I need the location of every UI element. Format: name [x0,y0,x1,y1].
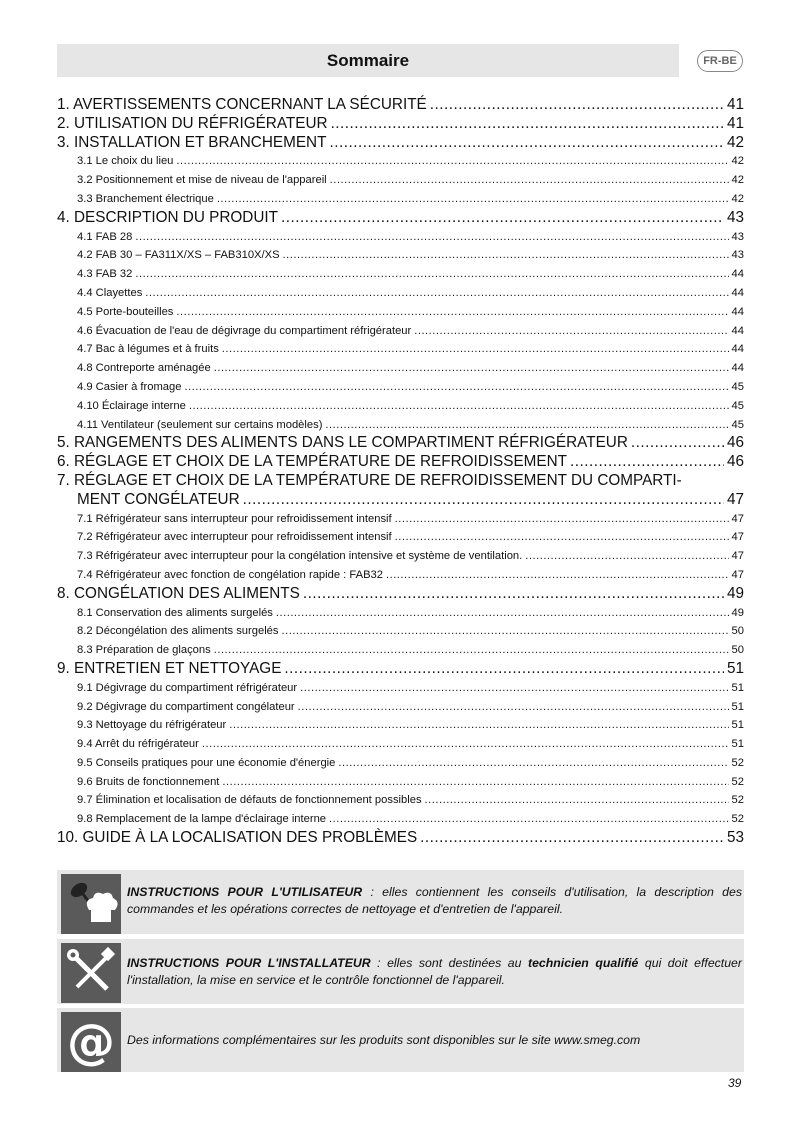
toc-leader-dots [217,190,729,209]
toc-entry-text: 4.3 FAB 32 [77,268,133,281]
toc-page-number: 50 [731,644,744,657]
toc-entry[interactable] [57,152,744,171]
toc-entry[interactable] [57,397,744,416]
toc-entry[interactable] [57,566,744,585]
toc-entry-text: 7.1 Réfrigérateur sans interrupteur pour refroidissement intensif [77,512,392,525]
toc-page-number: 52 [731,756,744,769]
toc-page-number: 49 [726,584,744,602]
toc-entry[interactable] [57,303,744,322]
toc-leader-dots [395,528,729,547]
toc-leader-dots [276,604,729,623]
toc-page-number: 41 [726,114,744,132]
toc-leader-dots [222,340,729,359]
toc-entry[interactable] [57,378,744,397]
spoon-chef-hat-icon [61,874,121,934]
toc-entry-text: 5. RANGEMENTS DES ALIMENTS DANS LE COMPARTIMENT RÉFRIGÉRATEUR [57,434,628,452]
toc-entry[interactable] [57,265,744,284]
toc-page-number: 44 [731,268,744,281]
toc-leader-dots [135,265,728,284]
page-title: Sommaire [326,50,410,70]
installer-instructions-body1: : elles sont destinées au [370,956,528,970]
toc-entry[interactable] [57,810,744,829]
toc-entry[interactable] [57,716,744,735]
toc-entry[interactable] [57,190,744,209]
toc-page-number: 42 [731,192,744,205]
toc-page-number: 42 [726,133,744,151]
toc-page-number: 51 [731,681,744,694]
toc-page-number: 53 [726,829,744,847]
toc-leader-dots [414,322,728,341]
toc-entry-text: 9.3 Nettoyage du réfrigérateur [77,719,227,732]
toc-entry[interactable] [57,134,744,153]
toc-leader-dots [420,829,724,848]
web-info-box [57,1008,744,1072]
toc-entry-text: 3.1 Le choix du lieu [77,155,174,168]
toc-page-number: 42 [731,174,744,187]
toc-page-number: 44 [731,286,744,299]
toc-entry-text: 4.1 FAB 28 [77,230,133,243]
user-instructions-body: : elles contiennent les conseils d'utilisation, la description des commandes et les opérations correctes de nettoyage et d'entretien de l'appareil. [127,885,743,916]
toc-page-number: 43 [731,249,744,262]
toc-leader-dots [281,209,724,228]
toc-entry-text: 4.5 Porte-bouteilles [77,305,174,318]
title-bar [57,44,679,77]
toc-page-number: 41 [726,96,744,113]
toc-leader-dots [338,754,728,773]
toc-page-number: 44 [731,324,744,337]
toc-entry[interactable] [57,96,744,115]
toc-entry[interactable] [57,754,744,773]
toc-entry[interactable] [57,528,744,547]
toc-page-number: 51 [726,659,744,677]
toc-entry-text: 1. AVERTISSEMENTS CONCERNANT LA SÉCURITÉ [57,96,427,113]
toc-entry-text: 10. GUIDE À LA LOCALISATION DES PROBLÈMES [57,829,418,847]
toc-entry[interactable] [57,622,744,641]
toc-leader-dots [325,416,728,435]
toc-leader-dots [283,246,729,265]
toc-leader-dots [222,773,728,792]
toc-leader-dots [303,585,724,604]
web-info-text: Des informations complémentaires sur les produits sont disponibles sur le site www.smeg.com [127,1033,641,1047]
toc-entry[interactable] [57,585,744,604]
page-number: 39 [728,1076,742,1090]
toc-entry[interactable] [57,604,744,623]
toc-entry[interactable] [57,641,744,660]
toc-page-number: 47 [731,512,744,525]
toc-page-number: 52 [731,794,744,807]
toc-leader-dots [145,284,728,303]
toc-entry[interactable] [57,453,744,472]
toc-leader-dots [202,735,729,754]
installer-instructions-text [127,955,742,989]
toc-entry-text: 4.2 FAB 30 – FA311X/XS – FAB310X/XS [77,249,280,262]
toc-entry-text: 4.7 Bac à légumes et à fruits [77,343,219,356]
installer-instructions-box [57,939,744,1004]
toc-page-number: 47 [731,568,744,581]
toc-entry-text: 7.2 Réfrigérateur avec interrupteur pour refroidissement intensif [77,531,392,544]
toc-entry[interactable] [57,322,744,341]
toc-leader-dots [331,115,724,134]
toc-page-number: 44 [731,343,744,356]
toc-entry[interactable] [57,228,744,247]
toc-leader-dots [329,810,729,829]
toc-page-number: 51 [731,719,744,732]
toc-entry-text: 9.1 Dégivrage du compartiment réfrigérateur [77,681,298,694]
toc-entry-text: 7.3 Réfrigérateur avec interrupteur pour la congélation intensive et système de ventilation. [77,550,523,563]
toc-leader-dots [282,622,729,641]
toc-page-number: 47 [726,490,744,508]
toc-entry-text: 3.2 Positionnement et mise de niveau de l'appareil [77,174,327,187]
toc-entry[interactable] [57,547,744,566]
toc-page-number: 50 [731,625,744,638]
toc-entry[interactable] [57,209,744,228]
installer-instructions-body2: qui doit effectuer l'installation, la mise en service et le contrôle fonctionnel de l'appareil. [127,956,742,987]
toc-leader-dots [184,378,728,397]
table-of-contents [57,96,744,848]
toc-entry-text: 9. ENTRETIEN ET NETTOYAGE [57,659,282,677]
toc-leader-dots [243,491,724,510]
language-badge: FR-BE [697,50,743,72]
toc-entry-text: 9.2 Dégivrage du compartiment congélateur [77,700,295,713]
toc-page-number: 46 [726,453,744,471]
toc-page-number: 42 [731,155,744,168]
toc-page-number: 52 [731,775,744,788]
tools-icon [61,943,121,1003]
user-instructions-box [57,870,744,934]
toc-leader-dots [176,152,728,171]
toc-entry-7-line2[interactable] [57,491,744,510]
toc-leader-dots [425,791,729,810]
toc-leader-dots [430,96,724,115]
toc-entry-text: 4.9 Casier à fromage [77,380,182,393]
toc-entry[interactable] [57,773,744,792]
toc-leader-dots [525,547,728,566]
toc-entry-text: 4.6 Évacuation de l'eau de dégivrage du compartiment réfrigérateur [77,324,412,337]
toc-entry-text: 3.3 Branchement électrique [77,192,214,205]
toc-leader-dots [300,679,728,698]
at-sign-icon [61,1012,121,1072]
toc-page-number: 51 [731,738,744,751]
toc-entry[interactable] [57,510,744,529]
toc-entry[interactable] [57,829,744,848]
toc-entry-text: 9.8 Remplacement de la lampe d'éclairage interne [77,813,327,826]
toc-entry[interactable] [57,416,744,435]
toc-page-number: 43 [731,230,744,243]
user-instructions-heading: INSTRUCTIONS POUR L'UTILISATEUR [127,885,363,899]
toc-page-number: 44 [731,305,744,318]
svg-text:@: @ [67,1014,115,1070]
toc-entry-text: 9.4 Arrêt du réfrigérateur [77,738,199,751]
toc-entry[interactable] [57,679,744,698]
toc-entry-text: 9.6 Bruits de fonctionnement [77,775,220,788]
toc-page-number: 43 [726,208,744,226]
toc-page-number: 45 [731,399,744,412]
toc-page-number: 45 [731,380,744,393]
toc-entry-text: 7.4 Réfrigérateur avec fonction de congélation rapide : FAB32 [77,568,383,581]
toc-entry-text: 8. CONGÉLATION DES ALIMENTS [57,584,300,602]
toc-entry-text: 4.10 Éclairage interne [77,399,186,412]
toc-entry[interactable] [57,340,744,359]
qualified-technician-label: technicien qualifié [528,956,639,970]
toc-leader-dots [631,434,724,453]
toc-entry[interactable] [57,115,744,134]
toc-entry[interactable] [57,660,744,679]
toc-leader-dots [330,171,729,190]
toc-leader-dots [298,698,729,717]
toc-entry-text: 9.7 Élimination et localisation de défauts de fonctionnement possibles [77,794,422,807]
toc-entry-text: 8.2 Décongélation des aliments surgelés [77,625,279,638]
toc-page-number: 46 [726,434,744,452]
toc-entry-text: 8.1 Conservation des aliments surgelés [77,606,273,619]
user-instructions-text [127,884,742,918]
toc-leader-dots [284,660,724,679]
toc-leader-dots [214,359,729,378]
toc-leader-dots [189,397,729,416]
toc-page-number: 45 [731,418,744,431]
installer-instructions-heading: INSTRUCTIONS POUR L'INSTALLATEUR [127,956,371,970]
toc-leader-dots [329,134,724,153]
toc-entry-text: 3. INSTALLATION ET BRANCHEMENT [57,133,327,151]
toc-leader-dots [229,716,728,735]
toc-entry-text: 9.5 Conseils pratiques pour une économie d'énergie [77,756,336,769]
toc-leader-dots [176,303,728,322]
toc-page-number: 47 [731,531,744,544]
toc-entry[interactable] [57,359,744,378]
toc-leader-dots [395,510,729,529]
toc-leader-dots [135,228,728,247]
toc-entry-text: 4.11 Ventilateur (seulement sur certains modèles) [77,418,323,431]
toc-entry-text: 8.3 Préparation de glaçons [77,644,211,657]
toc-leader-dots [386,566,729,585]
toc-entry[interactable] [57,791,744,810]
toc-entry[interactable] [57,246,744,265]
toc-entry[interactable] [57,434,744,453]
toc-page-number: 47 [731,550,744,563]
toc-entry-text: MENT CONGÉLATEUR [77,490,240,508]
toc-page-number: 52 [731,813,744,826]
toc-entry[interactable] [57,735,744,754]
toc-page-number: 51 [731,700,744,713]
toc-page-number: 49 [731,606,744,619]
toc-entry-text: 6. RÉGLAGE ET CHOIX DE LA TEMPÉRATURE DE REFROIDISSEMENT [57,453,568,471]
toc-entry-7-line1[interactable]: 7. RÉGLAGE ET CHOIX DE LA TEMPÉRATURE DE REFROIDISSEMENT DU COMPARTI- [57,471,682,489]
toc-leader-dots [570,453,724,472]
toc-entry[interactable] [57,171,744,190]
toc-leader-dots [214,641,729,660]
toc-entry[interactable] [57,284,744,303]
toc-entry-text: 4.4 Clayettes [77,286,143,299]
toc-entry-text: 2. UTILISATION DU RÉFRIGÉRATEUR [57,114,328,132]
toc-page-number: 44 [731,362,744,375]
toc-entry-text: 4.8 Contreporte aménagée [77,362,211,375]
toc-entry-text: 4. DESCRIPTION DU PRODUIT [57,208,278,226]
toc-entry[interactable] [57,698,744,717]
